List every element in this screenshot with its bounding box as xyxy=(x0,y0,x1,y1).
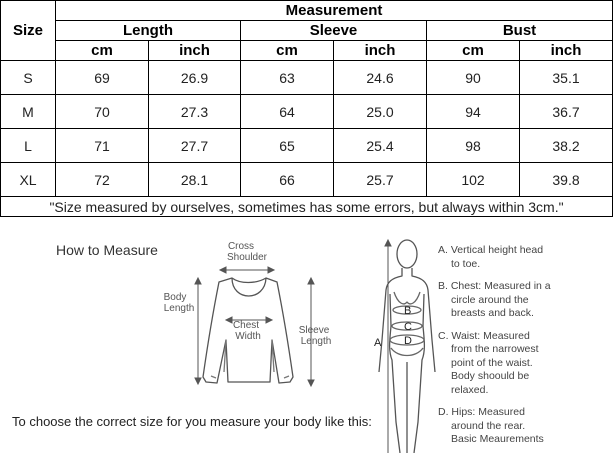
value-cell: 63 xyxy=(241,61,334,95)
value-cell: 94 xyxy=(427,95,520,129)
unit-header: cm xyxy=(56,41,149,61)
value-cell: 64 xyxy=(241,95,334,129)
size-header: Size xyxy=(1,1,56,61)
measurement-note: "Size measured by ourselves, sometimes has some errors, but always within 3cm." xyxy=(1,197,613,217)
value-cell: 90 xyxy=(427,61,520,95)
guide-title: How to Measure xyxy=(56,242,158,258)
value-cell: 25.7 xyxy=(334,163,427,197)
value-cell: 70 xyxy=(56,95,149,129)
value-cell: 26.9 xyxy=(149,61,241,95)
bust-header: Bust xyxy=(427,21,613,41)
length-header: Length xyxy=(56,21,241,41)
body-label-c: C xyxy=(404,321,412,333)
unit-header: inch xyxy=(334,41,427,61)
step-a: A. Vertical height head to toe. xyxy=(438,244,544,270)
body-label-b: B xyxy=(404,305,412,317)
value-cell: 71 xyxy=(56,129,149,163)
size-cell: XL xyxy=(1,163,56,197)
value-cell: 72 xyxy=(56,163,149,197)
step-d: D. Hips: Measured around the rear. Basic Meaurements xyxy=(438,406,544,445)
table-row xyxy=(1,129,613,163)
value-cell: 27.3 xyxy=(149,95,241,129)
value-cell: 35.1 xyxy=(520,61,613,95)
body-length-label-1: Body xyxy=(163,292,187,303)
size-chart-table xyxy=(0,0,613,217)
measurement-header: Measurement xyxy=(56,1,613,21)
body-length-label-2: Length xyxy=(163,303,195,314)
unit-header: inch xyxy=(149,41,241,61)
step-c: C. Waist: Measured from the narrowest point of the waist. Body shoould be relaxed. xyxy=(438,329,539,396)
body-label-d: D xyxy=(404,335,412,347)
measure-guide xyxy=(0,222,613,453)
table-row xyxy=(1,61,613,95)
measure-steps xyxy=(438,244,613,456)
value-cell: 24.6 xyxy=(334,61,427,95)
value-cell: 102 xyxy=(427,163,520,197)
value-cell: 27.7 xyxy=(149,129,241,163)
cross-shoulder-arrow xyxy=(220,267,274,273)
unit-header: cm xyxy=(427,41,520,61)
table-row xyxy=(1,163,613,197)
cross-shoulder-label-2: Shoulder xyxy=(226,252,268,263)
value-cell: 36.7 xyxy=(520,95,613,129)
size-cell: M xyxy=(1,95,56,129)
value-cell: 25.4 xyxy=(334,129,427,163)
unit-header: cm xyxy=(241,41,334,61)
value-cell: 25.0 xyxy=(334,95,427,129)
value-cell: 69 xyxy=(56,61,149,95)
body-label-a: A xyxy=(374,337,382,349)
size-cell: S xyxy=(1,61,56,95)
step-b: B. Chest: Measured in a circle around the breasts and back. xyxy=(438,280,551,319)
body-length-arrow xyxy=(195,278,201,384)
size-cell: L xyxy=(1,129,56,163)
value-cell: 28.1 xyxy=(149,163,241,197)
value-cell: 39.8 xyxy=(520,163,613,197)
value-cell: 66 xyxy=(241,163,334,197)
chest-width-label-2: Width xyxy=(235,331,261,342)
value-cell: 65 xyxy=(241,129,334,163)
sleeve-header: Sleeve xyxy=(241,21,427,41)
chest-width-label-1: Chest xyxy=(232,320,260,331)
table-row xyxy=(1,95,613,129)
sleeve-length-label-1: Sleeve xyxy=(298,325,330,336)
sleeve-length-label-2: Length xyxy=(300,336,332,347)
cross-shoulder-label-1: Cross xyxy=(227,241,255,252)
value-cell: 98 xyxy=(427,129,520,163)
unit-header: inch xyxy=(520,41,613,61)
guide-instruction: To choose the correct size for you measure your body like this: xyxy=(12,414,372,429)
value-cell: 38.2 xyxy=(520,129,613,163)
